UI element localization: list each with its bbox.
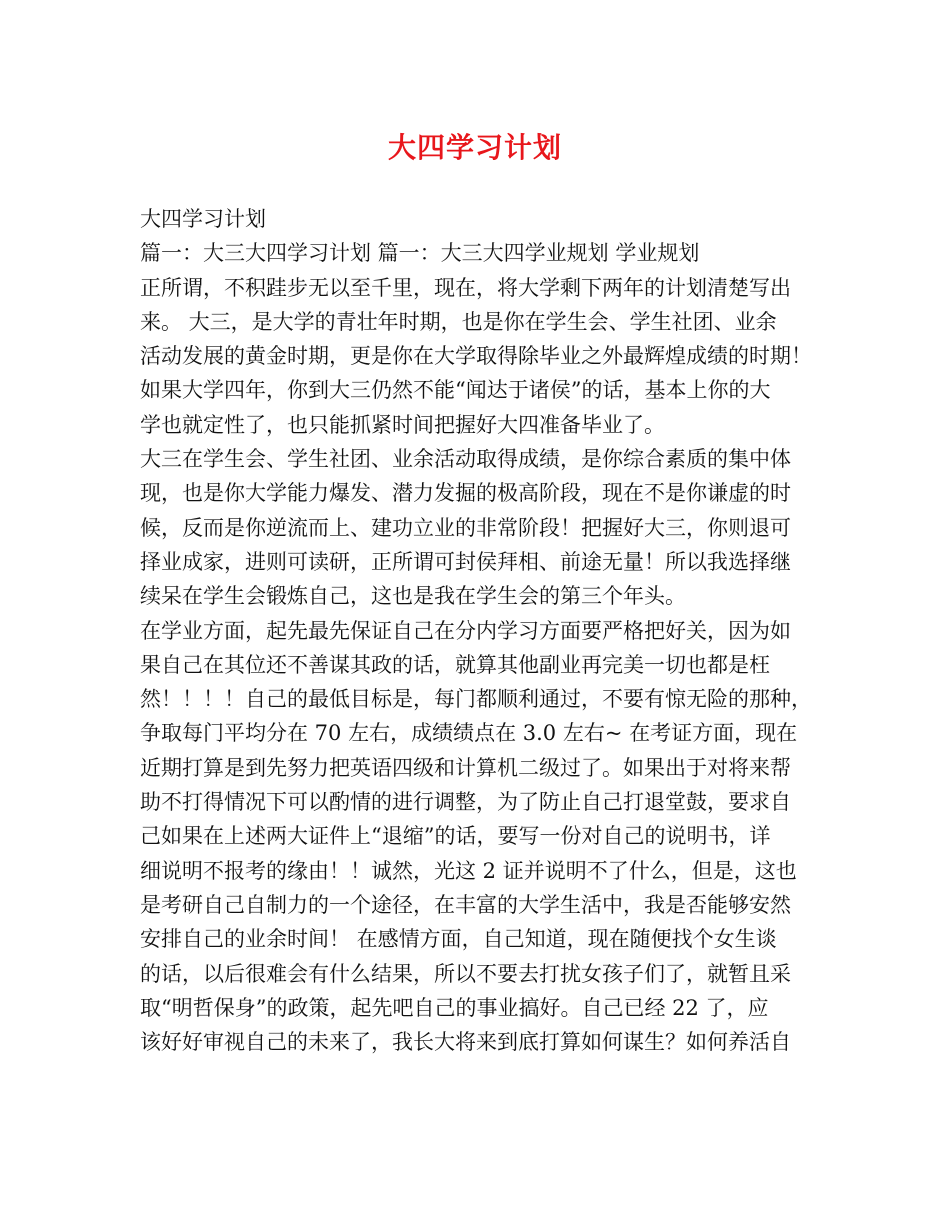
text-line: 争取每门平均分在 70 左右，成绩绩点在 3.0 左右~ 在考证方面，现在 <box>140 721 798 746</box>
text-line: 来。 大三，是大学的青壮年时期，也是你在学生会、学生社团、业余 <box>140 309 777 334</box>
text-line: 己如果在上述两大证件上“退缩”的话，要写一份对自己的说明书，详 <box>140 824 771 849</box>
document-body <box>140 202 820 1059</box>
text-line: 的话，以后很难会有什么结果，所以不要去打扰女孩子们了，就暂且采 <box>140 961 791 986</box>
text-line: 取“明哲保身”的政策，起先吧自己的事业搞好。自己已经 22 了，应 <box>140 995 769 1020</box>
text-line: 现，也是你大学能力爆发、潜力发掘的极高阶段，现在不是你谦虚的时 <box>140 481 791 506</box>
text-line: 活动发展的黄金时期，更是你在大学取得除毕业之外最辉煌成绩的时期！ <box>140 344 812 369</box>
text-line: 然！！！！自己的最低目标是，每门都顺利通过，不要有惊无险的那种， <box>140 687 812 712</box>
text-line: 该好好审视自己的未来了，我长大将来到底打算如何谋生？如何养活自 <box>140 1030 791 1055</box>
text-line: 如果大学四年，你到大三仍然不能“闻达于诸侯”的话，基本上你的大 <box>140 378 771 403</box>
text-line: 是考研自己自制力的一个途径，在丰富的大学生活中，我是否能够安然 <box>140 892 791 917</box>
text-line: 大四学习计划 <box>140 207 266 231</box>
text-line: 候，反而是你逆流而上、建功立业的非常阶段！把握好大三，你则退可 <box>140 515 791 540</box>
text-line: 篇一：大三大四学习计划 篇一：大三大四学业规划 学业规划 <box>140 241 700 266</box>
text-line: 在学业方面，起先最先保证自己在分内学习方面要严格把好关，因为如 <box>140 618 791 643</box>
text-line: 续呆在学生会锻炼自己，这也是我在学生会的第三个年头。 <box>140 584 686 609</box>
text-line: 果自己在其位还不善谋其政的话，就算其他副业再完美一切也都是枉 <box>140 652 770 677</box>
text-line: 大三在学生会、学生社团、业余活动取得成绩，是你综合素质的集中体 <box>140 447 791 472</box>
text-line: 近期打算是到先努力把英语四级和计算机二级过了。如果出于对将来帮 <box>140 755 791 780</box>
text-line: 细说明不报考的缘由！！诚然，光这 2 证并说明不了什么，但是，这也 <box>140 858 797 883</box>
text-line: 安排自己的业余时间！ 在感情方面，自己知道，现在随便找个女生谈 <box>140 927 777 952</box>
text-line: 正所谓，不积跬步无以至千里，现在，将大学剩下两年的计划清楚写出 <box>140 275 791 300</box>
text-line: 助不打得情况下可以酌情的进行调整，为了防止自己打退堂鼓，要求自 <box>140 790 791 815</box>
text-line: 择业成家，进则可读研，正所谓可封侯拜相、前途无量！所以我选择继 <box>140 549 791 574</box>
text-line: 学也就定性了，也只能抓紧时间把握好大四准备毕业了。 <box>140 412 665 437</box>
document-title: 大四学习计划 <box>387 131 562 164</box>
